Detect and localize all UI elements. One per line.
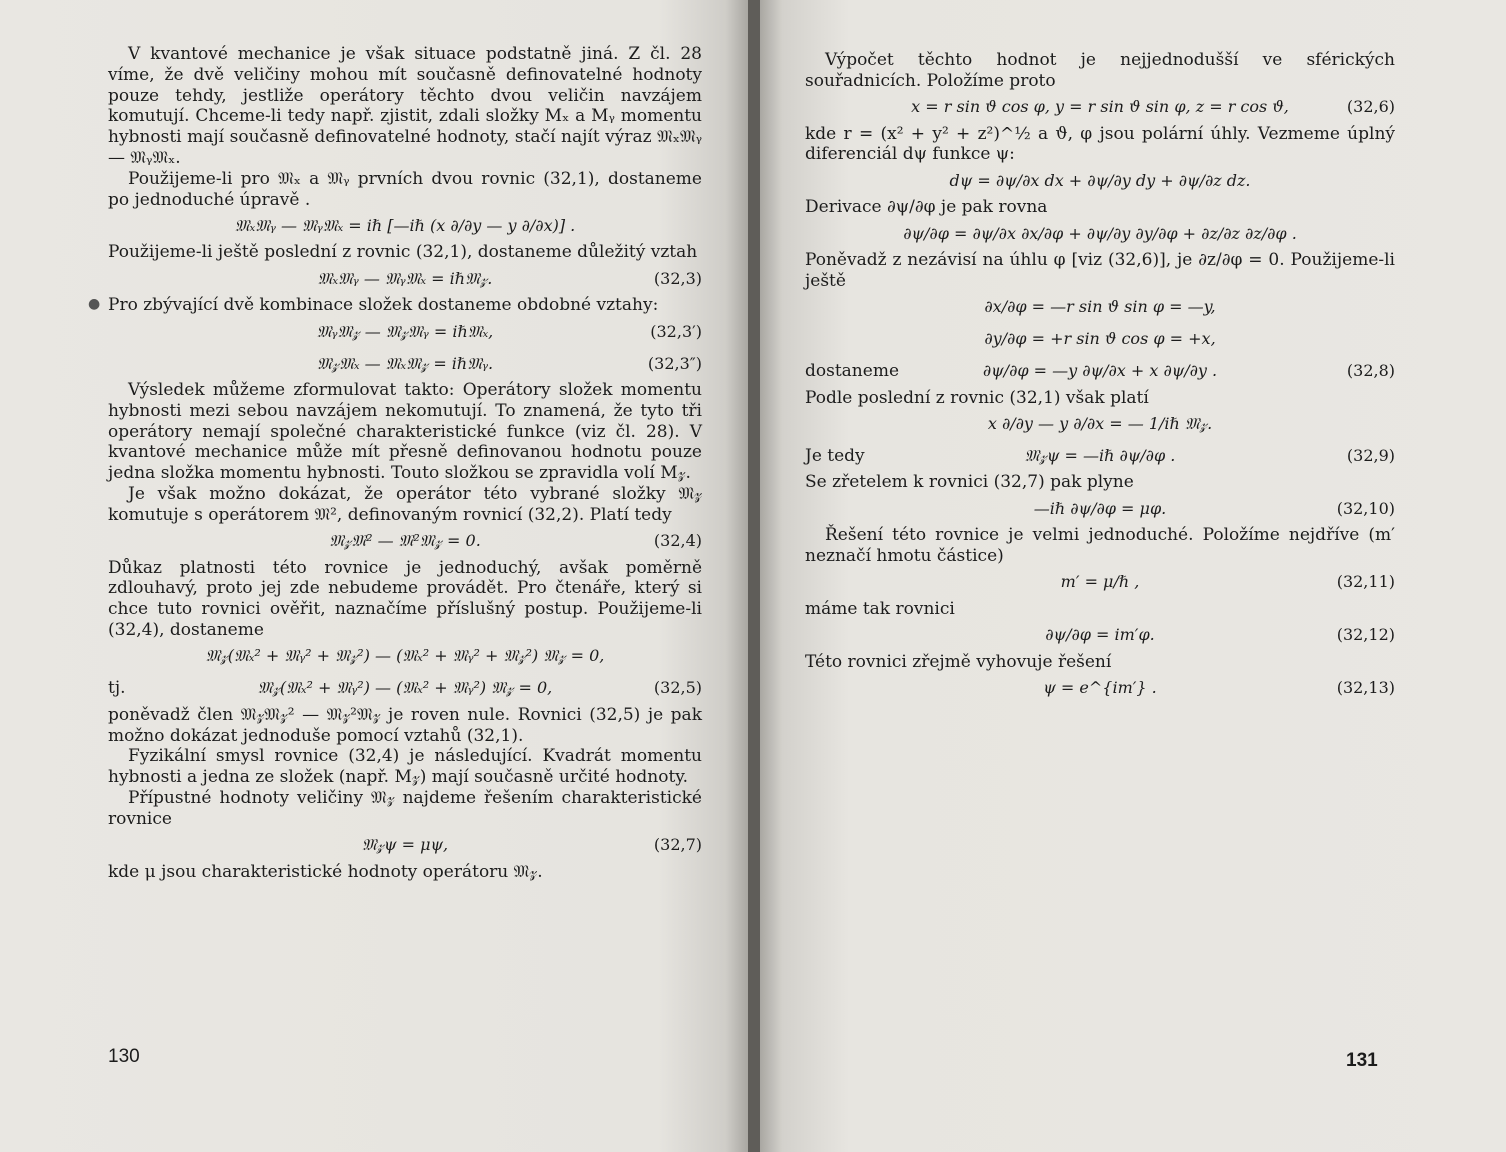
equation-row <box>108 263 702 295</box>
equation: x ∂/∂y — y ∂/∂x = — 1/iℏ 𝔐𝓏. <box>987 413 1213 433</box>
equation-row <box>108 348 702 380</box>
equation-number: (32,10) <box>1336 498 1395 518</box>
left-page-number: 130 <box>108 1046 140 1067</box>
equation-row <box>108 526 702 558</box>
equation-row <box>805 620 1395 652</box>
paragraph: Je však možno dokázat, že operátor této vybrané složky 𝔐𝓏 komutuje s operátorem 𝔐², definovaným rovnicí (32,2). Platí tedy <box>108 483 702 525</box>
equation-number: (32,6) <box>1346 97 1395 117</box>
equation: 𝔐ᵧ𝔐𝓏 — 𝔐𝓏𝔐ᵧ = iℏ𝔐ₓ, <box>316 321 494 341</box>
paragraph: Přípustné hodnoty veličiny 𝔐𝓏 najdeme řešením charakteristické rovnice <box>108 787 702 829</box>
equation-row <box>805 408 1395 440</box>
left-text-column <box>108 44 702 882</box>
equation-row <box>108 641 702 673</box>
equation-row <box>805 165 1395 197</box>
equation-number: (32,11) <box>1336 572 1395 592</box>
equation: 𝔐ₓ𝔐ᵧ — 𝔐ᵧ𝔐ₓ = iℏ𝔐𝓏. <box>317 268 493 288</box>
equation: m′ = μ/ℏ , <box>1060 572 1140 592</box>
equation: 𝔐𝓏𝔐² — 𝔐²𝔐𝓏 = 0. <box>329 531 481 551</box>
paragraph: Použijeme-li ještě poslední z rovnic (32,1), dostaneme důležitý vztah <box>108 242 698 263</box>
equation-row <box>805 218 1395 250</box>
equation: x = r sin ϑ cos φ, y = r sin ϑ sin φ, z = r cos ϑ, <box>911 97 1289 117</box>
paragraph: Fyzikální smysl rovnice (32,4) je následující. Kvadrát momentu hybnosti a jedna ze složek (např. M𝓏) mají současně určité hodnoty. <box>108 746 702 788</box>
right-text-column <box>805 50 1395 704</box>
paragraph: Výpočet těchto hodnot je nejjednodušší ve sférických souřadnicích. Položíme proto <box>805 50 1395 91</box>
equation-row <box>805 440 1395 472</box>
equation-row <box>805 92 1395 124</box>
equation-number: (32,9) <box>1346 445 1395 465</box>
paragraph: máme tak rovnici <box>805 598 955 619</box>
paragraph: kde μ jsou charakteristické hodnoty operátoru 𝔐𝓏. <box>108 861 543 882</box>
equation-lead-text: dostaneme <box>805 361 899 382</box>
equation-row <box>805 672 1395 704</box>
equation-row <box>805 356 1395 388</box>
equation-row <box>108 830 702 862</box>
paragraph: Řešení této rovnice je velmi jednoduché. Položíme nejdříve (m′ neznačí hmotu částice) <box>805 525 1395 566</box>
equation-row <box>108 210 702 242</box>
paragraph: Derivace ∂ψ/∂φ je pak rovna <box>805 197 1048 218</box>
equation: ∂y/∂φ = +r sin ϑ cos φ = +x, <box>984 329 1216 349</box>
left-page <box>0 0 748 1152</box>
equation-number: (32,8) <box>1346 361 1395 381</box>
paragraph: Výsledek můžeme zformulovat takto: Operátory složek momentu hybnosti mezi sebou navzájem nekomutují. To znamená, že tyto tři operátory nemají společné charakteristické funkce (viz čl. 28). V kvantové mechanice může mít přesně definovanou hodnotu pouze jedna složka momentu hybnosti. Touto složkou se zpravidla volí M𝓏. <box>108 379 702 484</box>
equation-row <box>108 673 702 705</box>
book-gutter <box>748 0 760 1152</box>
equation: dψ = ∂ψ/∂x dx + ∂ψ/∂y dy + ∂ψ/∂z dz. <box>949 170 1251 190</box>
equation-number: (32,3) <box>653 268 702 288</box>
equation: 𝔐𝓏𝔐ₓ — 𝔐ₓ𝔐𝓏 = iℏ𝔐ᵧ. <box>316 353 494 373</box>
paragraph: Poněvadž z nezávisí na úhlu φ [viz (32,6)], je ∂z/∂φ = 0. Použijeme-li ještě <box>805 249 1395 291</box>
paragraph: Se zřetelem k rovnici (32,7) pak plyne <box>805 472 1134 493</box>
equation: ∂x/∂φ = —r sin ϑ sin φ = —y, <box>984 297 1216 317</box>
equation: —iℏ ∂ψ/∂φ = μφ. <box>1033 498 1167 518</box>
equation-number: (32,4) <box>653 531 702 551</box>
equation-row <box>805 567 1395 599</box>
equation: 𝔐𝓏ψ = —iℏ ∂ψ/∂φ . <box>1024 445 1176 465</box>
equation-number: (32,3′) <box>650 321 702 341</box>
right-page <box>760 0 1506 1152</box>
paragraph: poněvadž člen 𝔐𝓏𝔐𝓏² — 𝔐𝓏²𝔐𝓏 je roven nule. Rovnici (32,5) je pak možno dokázat jednoduše pomocí vztahů (32,1). <box>108 704 702 746</box>
equation: 𝔐𝓏ψ = μψ, <box>361 835 449 855</box>
paragraph: Pro zbývající dvě kombinace složek dostaneme obdobné vztahy: <box>108 295 659 316</box>
equation-lead-text: Je tedy <box>805 445 865 466</box>
equation-number: (32,5) <box>653 678 702 698</box>
equation-row <box>805 292 1395 324</box>
paragraph: Použijeme-li pro 𝔐ₓ a 𝔐ᵧ prvních dvou rovnic (32,1), dostaneme po jednoduché úpravě . <box>108 168 702 210</box>
equation-row <box>805 493 1395 525</box>
paragraph: kde r = (x² + y² + z²)^½ a ϑ, φ jsou polární úhly. Vezmeme úplný diferenciál dψ funkce ψ: <box>805 123 1395 165</box>
margin-mark: ● <box>88 296 101 312</box>
paragraph: V kvantové mechanice je však situace podstatně jiná. Z čl. 28 víme, že dvě veličiny mohou mít současně definovatelné hodnoty pouze tehdy, jestliže operátory těchto dvou veličin navzájem komutují. Chceme-li tedy např. zjistit, zdali složky Mₓ a Mᵧ momentu hybnosti mají současně definovatelné hodnoty, stačí najít výraz 𝔐ₓ𝔐ᵧ — 𝔐ᵧ𝔐ₓ. <box>108 44 702 168</box>
equation-number: (32,3″) <box>647 353 702 373</box>
equation: ∂ψ/∂φ = —y ∂ψ/∂x + x ∂ψ/∂y . <box>982 361 1218 381</box>
equation-number: (32,7) <box>653 835 702 855</box>
equation-row <box>805 324 1395 356</box>
equation: 𝔐ₓ𝔐ᵧ — 𝔐ᵧ𝔐ₓ = iℏ [—iℏ (x ∂/∂y — y ∂/∂x)] . <box>234 215 576 235</box>
paragraph: Této rovnici zřejmě vyhovuje řešení <box>805 651 1112 672</box>
equation: ∂ψ/∂φ = ∂ψ/∂x ∂x/∂φ + ∂ψ/∂y ∂y/∂φ + ∂z/∂z ∂z/∂φ . <box>903 223 1297 243</box>
equation: 𝔐𝓏(𝔐ₓ² + 𝔐ᵧ²) — (𝔐ₓ² + 𝔐ᵧ²) 𝔐𝓏 = 0, <box>257 678 553 698</box>
equation-row <box>108 316 702 348</box>
equation-number: (32,12) <box>1336 625 1395 645</box>
equation: ψ = e^{im′} . <box>1043 677 1157 697</box>
equation: 𝔐𝓏(𝔐ₓ² + 𝔐ᵧ² + 𝔐𝓏²) — (𝔐ₓ² + 𝔐ᵧ² + 𝔐𝓏²) 𝔐𝓏 = 0, <box>205 646 605 666</box>
paragraph: Důkaz platnosti této rovnice je jednoduchý, avšak poměrně zdlouhavý, proto jej zde nebudeme provádět. Pro čtenáře, který si chce tuto rovnici ověřit, naznačíme příslušný postup. Použijeme-li (32,4), dostaneme <box>108 557 702 640</box>
right-page-number: 131 <box>1346 1050 1378 1071</box>
paragraph: Podle poslední z rovnic (32,1) však platí <box>805 387 1149 408</box>
equation-number: (32,13) <box>1336 677 1395 697</box>
equation-lead-text: tj. <box>108 678 126 699</box>
equation: ∂ψ/∂φ = im′φ. <box>1045 625 1155 645</box>
